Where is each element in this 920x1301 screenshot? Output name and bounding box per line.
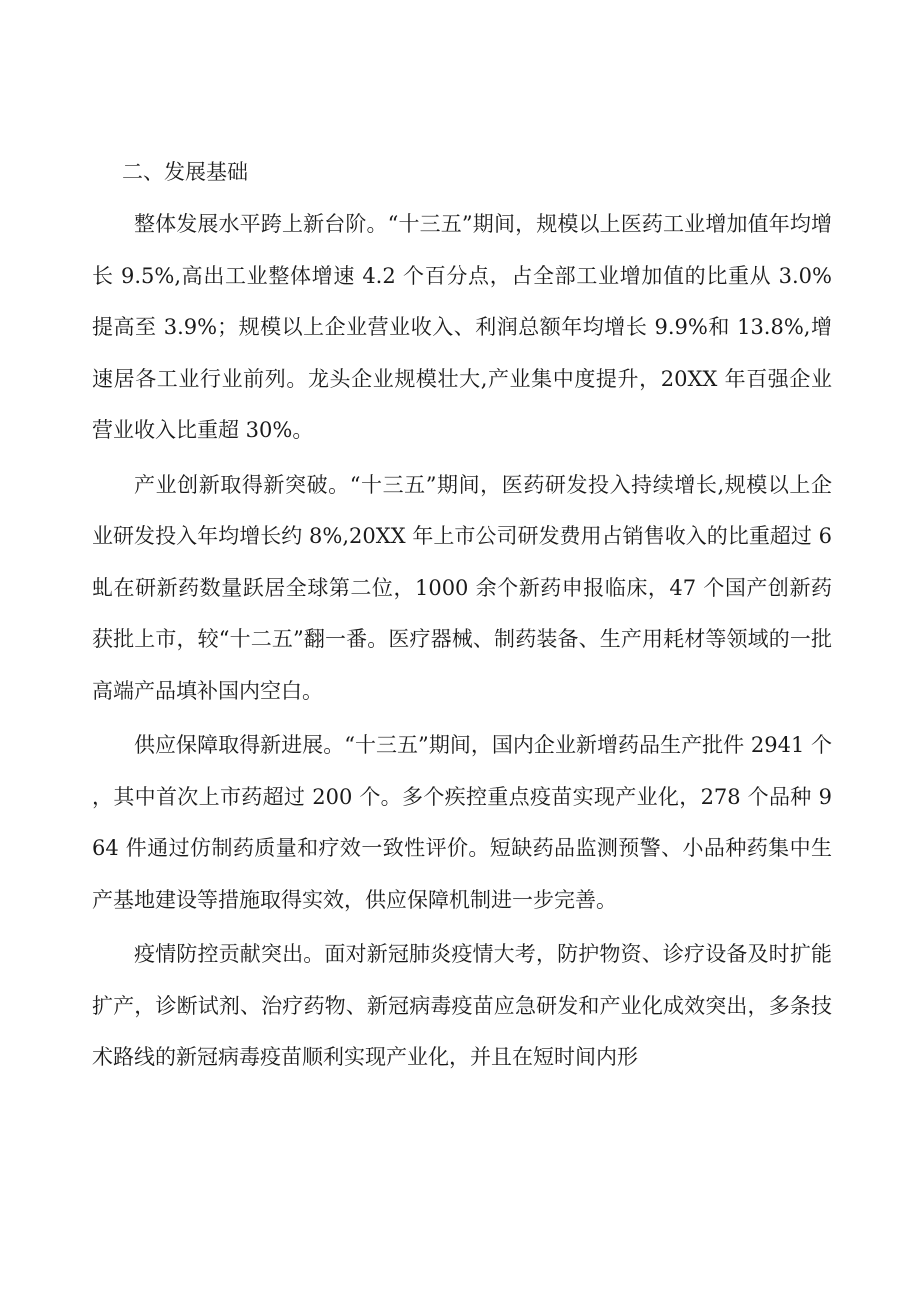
paragraph-overall-development: 整体发展水平跨上新台阶。“十三五”期间，规模以上医药工业增加值年均增长 9.5%,高出工业整体增速 4.2 个百分点，占全部工业增加值的比重从 3.0%提高至 3.9%；规模以上企业营业收入、利润总额年均增长 9.9%和 13.8%,增速居各工业行业前列。龙头企业规模壮大,产业集中度提升，20XX 年百强企业营业收入比重超 30%。	[92, 212, 832, 442]
paragraph-industry-innovation: 产业创新取得新突破。“十三五”期间，医药研发投入持续增长,规模以上企业研发投入年均增长约 8%,20XX 年上市公司研发费用占销售收入的比重超过 6 虬在研新药数量跃居全球第二位，1000 余个新药申报临床，47 个国产创新药获批上市，较“十二五”翻一番。医疗器械、制药装备、生产用耗材等领域的一批高端产品填补国内空白。	[92, 472, 832, 703]
paragraph-epidemic-control: 疫情防控贡献突出。面对新冠肺炎疫情大考，防护物资、诊疗设备及时扩能扩产，诊断试剂、治疗药物、新冠病毒疫苗应急研发和产业化成效突出，多条技术路线的新冠病毒疫苗顺利实现产业化，并且在短时间内形	[92, 942, 832, 1069]
section-heading: 二、发展基础	[122, 160, 248, 184]
document-body	[92, 148, 832, 1084]
paragraph-supply-guarantee: 供应保障取得新进展。“十三五”期间，国内企业新增药品生产批件 2941 个，其中首次上市药超过 200 个。多个疾控重点疫苗实现产业化，278 个品种 964 件通过仿制药质量和疗效一致性评价。短缺药品监测预警、小品种药集中生产基地建设等措施取得实效，供应保障机制进一步完善。	[92, 733, 832, 912]
